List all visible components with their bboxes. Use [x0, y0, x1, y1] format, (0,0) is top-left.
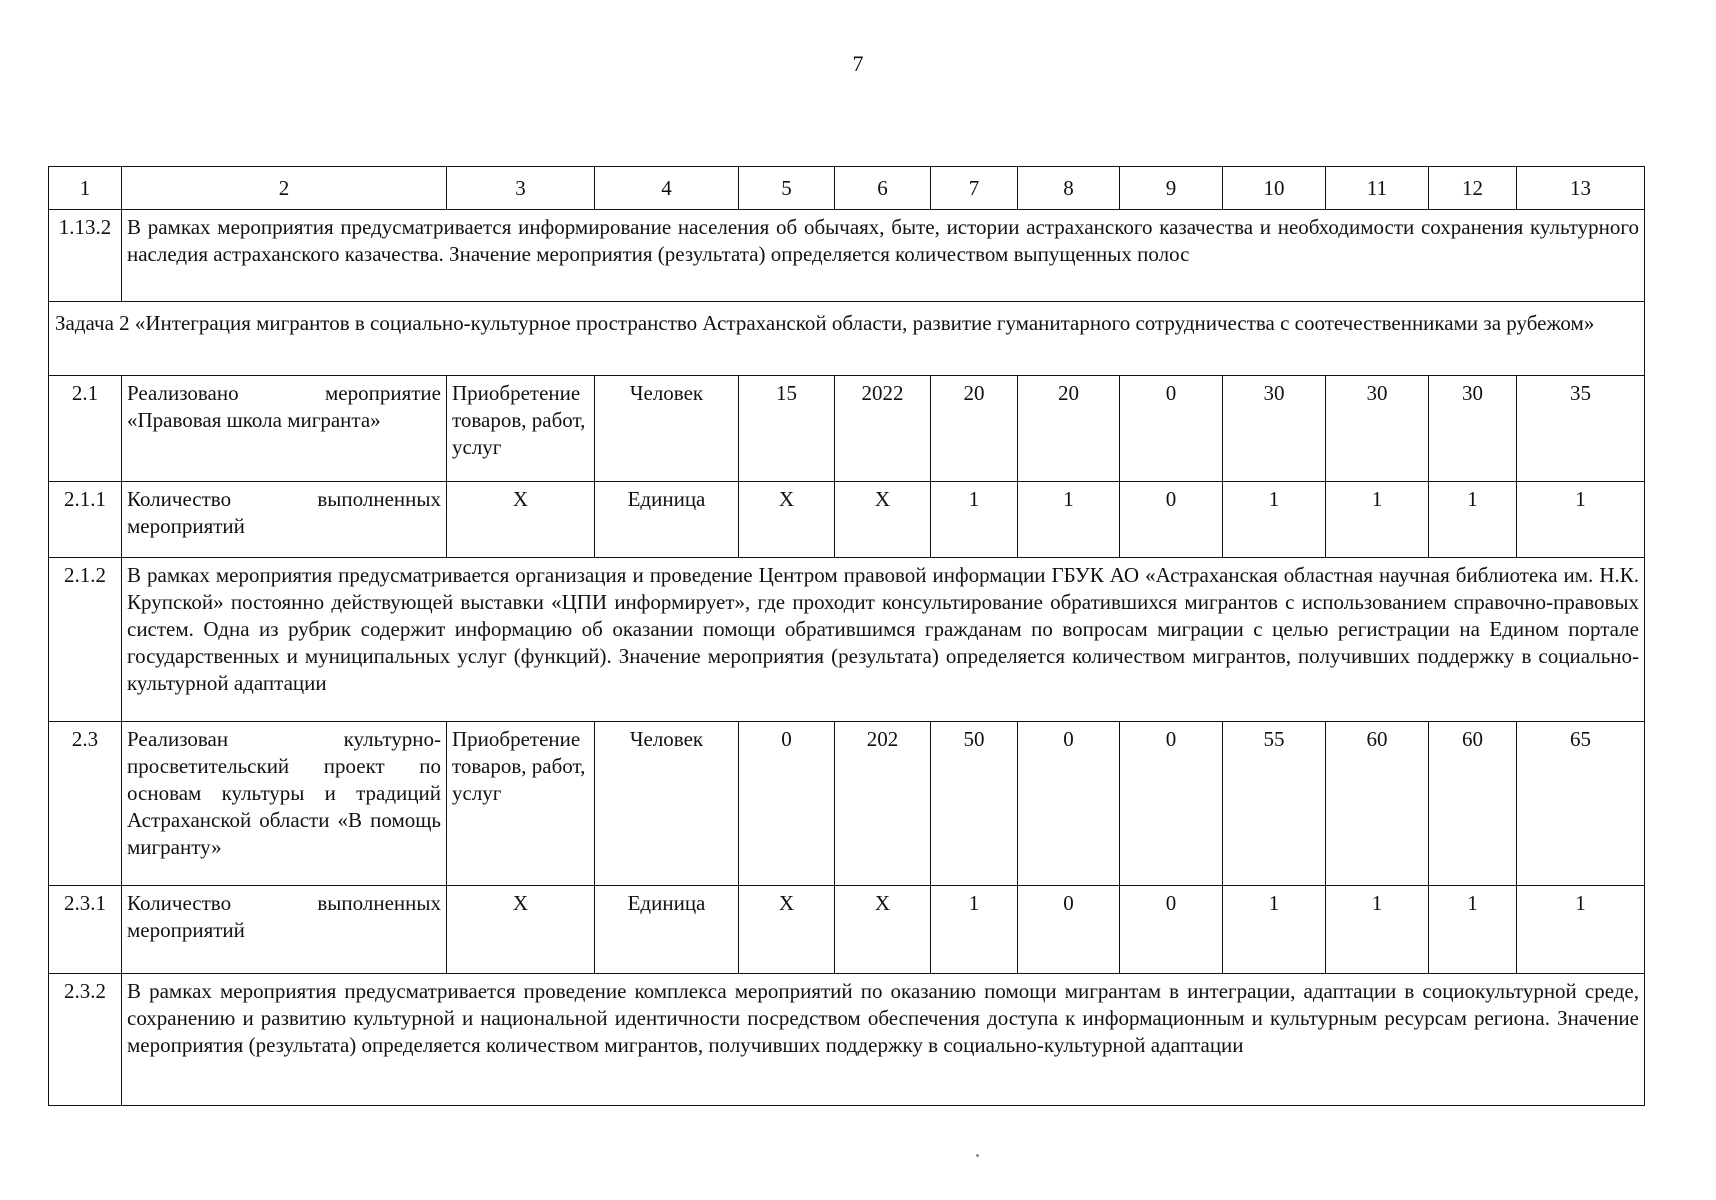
value-cell: 0: [739, 722, 835, 886]
row-number: 2.3.2: [49, 974, 122, 1106]
header-cell: 3: [447, 167, 595, 210]
indicator-unit: Единица: [595, 886, 739, 974]
header-cell: 9: [1120, 167, 1223, 210]
value-cell: 60: [1326, 722, 1429, 886]
row-number: 2.3: [49, 722, 122, 886]
value-cell: 1: [1517, 886, 1645, 974]
value-cell: 1: [931, 886, 1018, 974]
description-cell: В рамках мероприятия предусматривается организация и проведение Центром правовой информации ГБУК АО «Астраханская областная научная библиотека им. Н.К. Крупской» постоянно действующей выставки «ЦПИ информирует», где проходит консультирование обратившихся мигрантов с использованием справочно-правовых систем. Одна из рубрик содержит информацию об оказании помощи обратившимся гражданам по вопросам миграции с целью регистрации на Едином портале государственных и муниципальных услуг (функций). Значение мероприятия (результата) определяется количеством мигрантов, получивших поддержку в социально-культурной адаптации: [122, 558, 1645, 722]
header-cell: 6: [835, 167, 931, 210]
indicator-unit: Человек: [595, 722, 739, 886]
header-cell: 7: [931, 167, 1018, 210]
indicator-name: Реализовано мероприятие «Правовая школа мигранта»: [122, 376, 447, 482]
value-cell: 20: [1018, 376, 1120, 482]
indicator-name: Реализован культурно-просветительский проект по основам культуры и традиций Астраханской области «В помощь мигранту»: [122, 722, 447, 886]
header-cell: 8: [1018, 167, 1120, 210]
value-cell: 1: [1326, 886, 1429, 974]
value-cell: 20: [931, 376, 1018, 482]
value-cell: 30: [1429, 376, 1517, 482]
table-row: [49, 210, 1645, 302]
description-cell: В рамках мероприятия предусматривается проведение комплекса мероприятий по оказанию помощи мигрантам в интеграции, адаптации в социокультурной среде, сохранению и развитию культурной и национальной идентичности посредством обеспечения доступа к информационным и культурным ресурсам региона. Значение мероприятия (результата) определяется количеством мигрантов, получивших поддержку в социально-культурной адаптации: [122, 974, 1645, 1106]
header-cell: 13: [1517, 167, 1645, 210]
row-number: 2.1: [49, 376, 122, 482]
value-cell: 1: [1223, 886, 1326, 974]
description-cell: В рамках мероприятия предусматривается информирование населения об обычаях, быте, истории астраханского казачества и необходимости сохранения культурного наследия астраханского казачества. Значение мероприятия (результата) определяется количеством выпущенных полос: [122, 210, 1645, 302]
value-cell: 0: [1018, 886, 1120, 974]
value-cell: 1: [1223, 482, 1326, 558]
indicator-type: Приобретение товаров, работ, услуг: [447, 722, 595, 886]
page-number: 7: [852, 51, 864, 76]
value-cell: 0: [1120, 886, 1223, 974]
value-cell: 2022: [835, 376, 931, 482]
value-cell: 0: [1120, 376, 1223, 482]
value-cell: 30: [1223, 376, 1326, 482]
value-cell: 60: [1429, 722, 1517, 886]
value-cell: 0: [1018, 722, 1120, 886]
value-cell: 30: [1326, 376, 1429, 482]
header-cell: 2: [122, 167, 447, 210]
header-cell: 5: [739, 167, 835, 210]
value-cell: 0: [1120, 722, 1223, 886]
indicator-type: Х: [447, 482, 595, 558]
indicator-type: Приобретение товаров, работ, услуг: [447, 376, 595, 482]
table-row: [49, 482, 1645, 558]
header-cell: 11: [1326, 167, 1429, 210]
task-title: Задача 2 «Интеграция мигрантов в социально-культурное пространство Астраханской области, развитие гуманитарного сотрудничества с соотечественниками за рубежом»: [49, 302, 1645, 376]
header-cell: 4: [595, 167, 739, 210]
value-cell: 0: [1120, 482, 1223, 558]
indicators-table: [48, 166, 1645, 1106]
header-cell: 12: [1429, 167, 1517, 210]
value-cell: 15: [739, 376, 835, 482]
row-number: 2.1.1: [49, 482, 122, 558]
table-row: [49, 722, 1645, 886]
value-cell: Х: [739, 886, 835, 974]
indicator-unit: Человек: [595, 376, 739, 482]
table-row: [49, 886, 1645, 974]
value-cell: 55: [1223, 722, 1326, 886]
value-cell: 50: [931, 722, 1018, 886]
row-number: 2.3.1: [49, 886, 122, 974]
header-cell: 10: [1223, 167, 1326, 210]
value-cell: 1: [1517, 482, 1645, 558]
value-cell: 1: [931, 482, 1018, 558]
indicator-name: Количество выполненных мероприятий: [122, 886, 447, 974]
value-cell: 1: [1018, 482, 1120, 558]
task-row: [49, 302, 1645, 376]
indicator-type: Х: [447, 886, 595, 974]
value-cell: 1: [1429, 482, 1517, 558]
table-row: [49, 376, 1645, 482]
value-cell: 35: [1517, 376, 1645, 482]
header-cell: 1: [49, 167, 122, 210]
value-cell: 202: [835, 722, 931, 886]
scan-speck: [976, 1154, 979, 1157]
value-cell: Х: [835, 482, 931, 558]
table-row: [49, 558, 1645, 722]
value-cell: 1: [1429, 886, 1517, 974]
table-row: [49, 974, 1645, 1106]
value-cell: 1: [1326, 482, 1429, 558]
indicator-unit: Единица: [595, 482, 739, 558]
value-cell: 65: [1517, 722, 1645, 886]
row-number: 2.1.2: [49, 558, 122, 722]
row-number: 1.13.2: [49, 210, 122, 302]
value-cell: Х: [835, 886, 931, 974]
table-header-row: [49, 167, 1645, 210]
value-cell: Х: [739, 482, 835, 558]
indicator-name: Количество выполненных мероприятий: [122, 482, 447, 558]
